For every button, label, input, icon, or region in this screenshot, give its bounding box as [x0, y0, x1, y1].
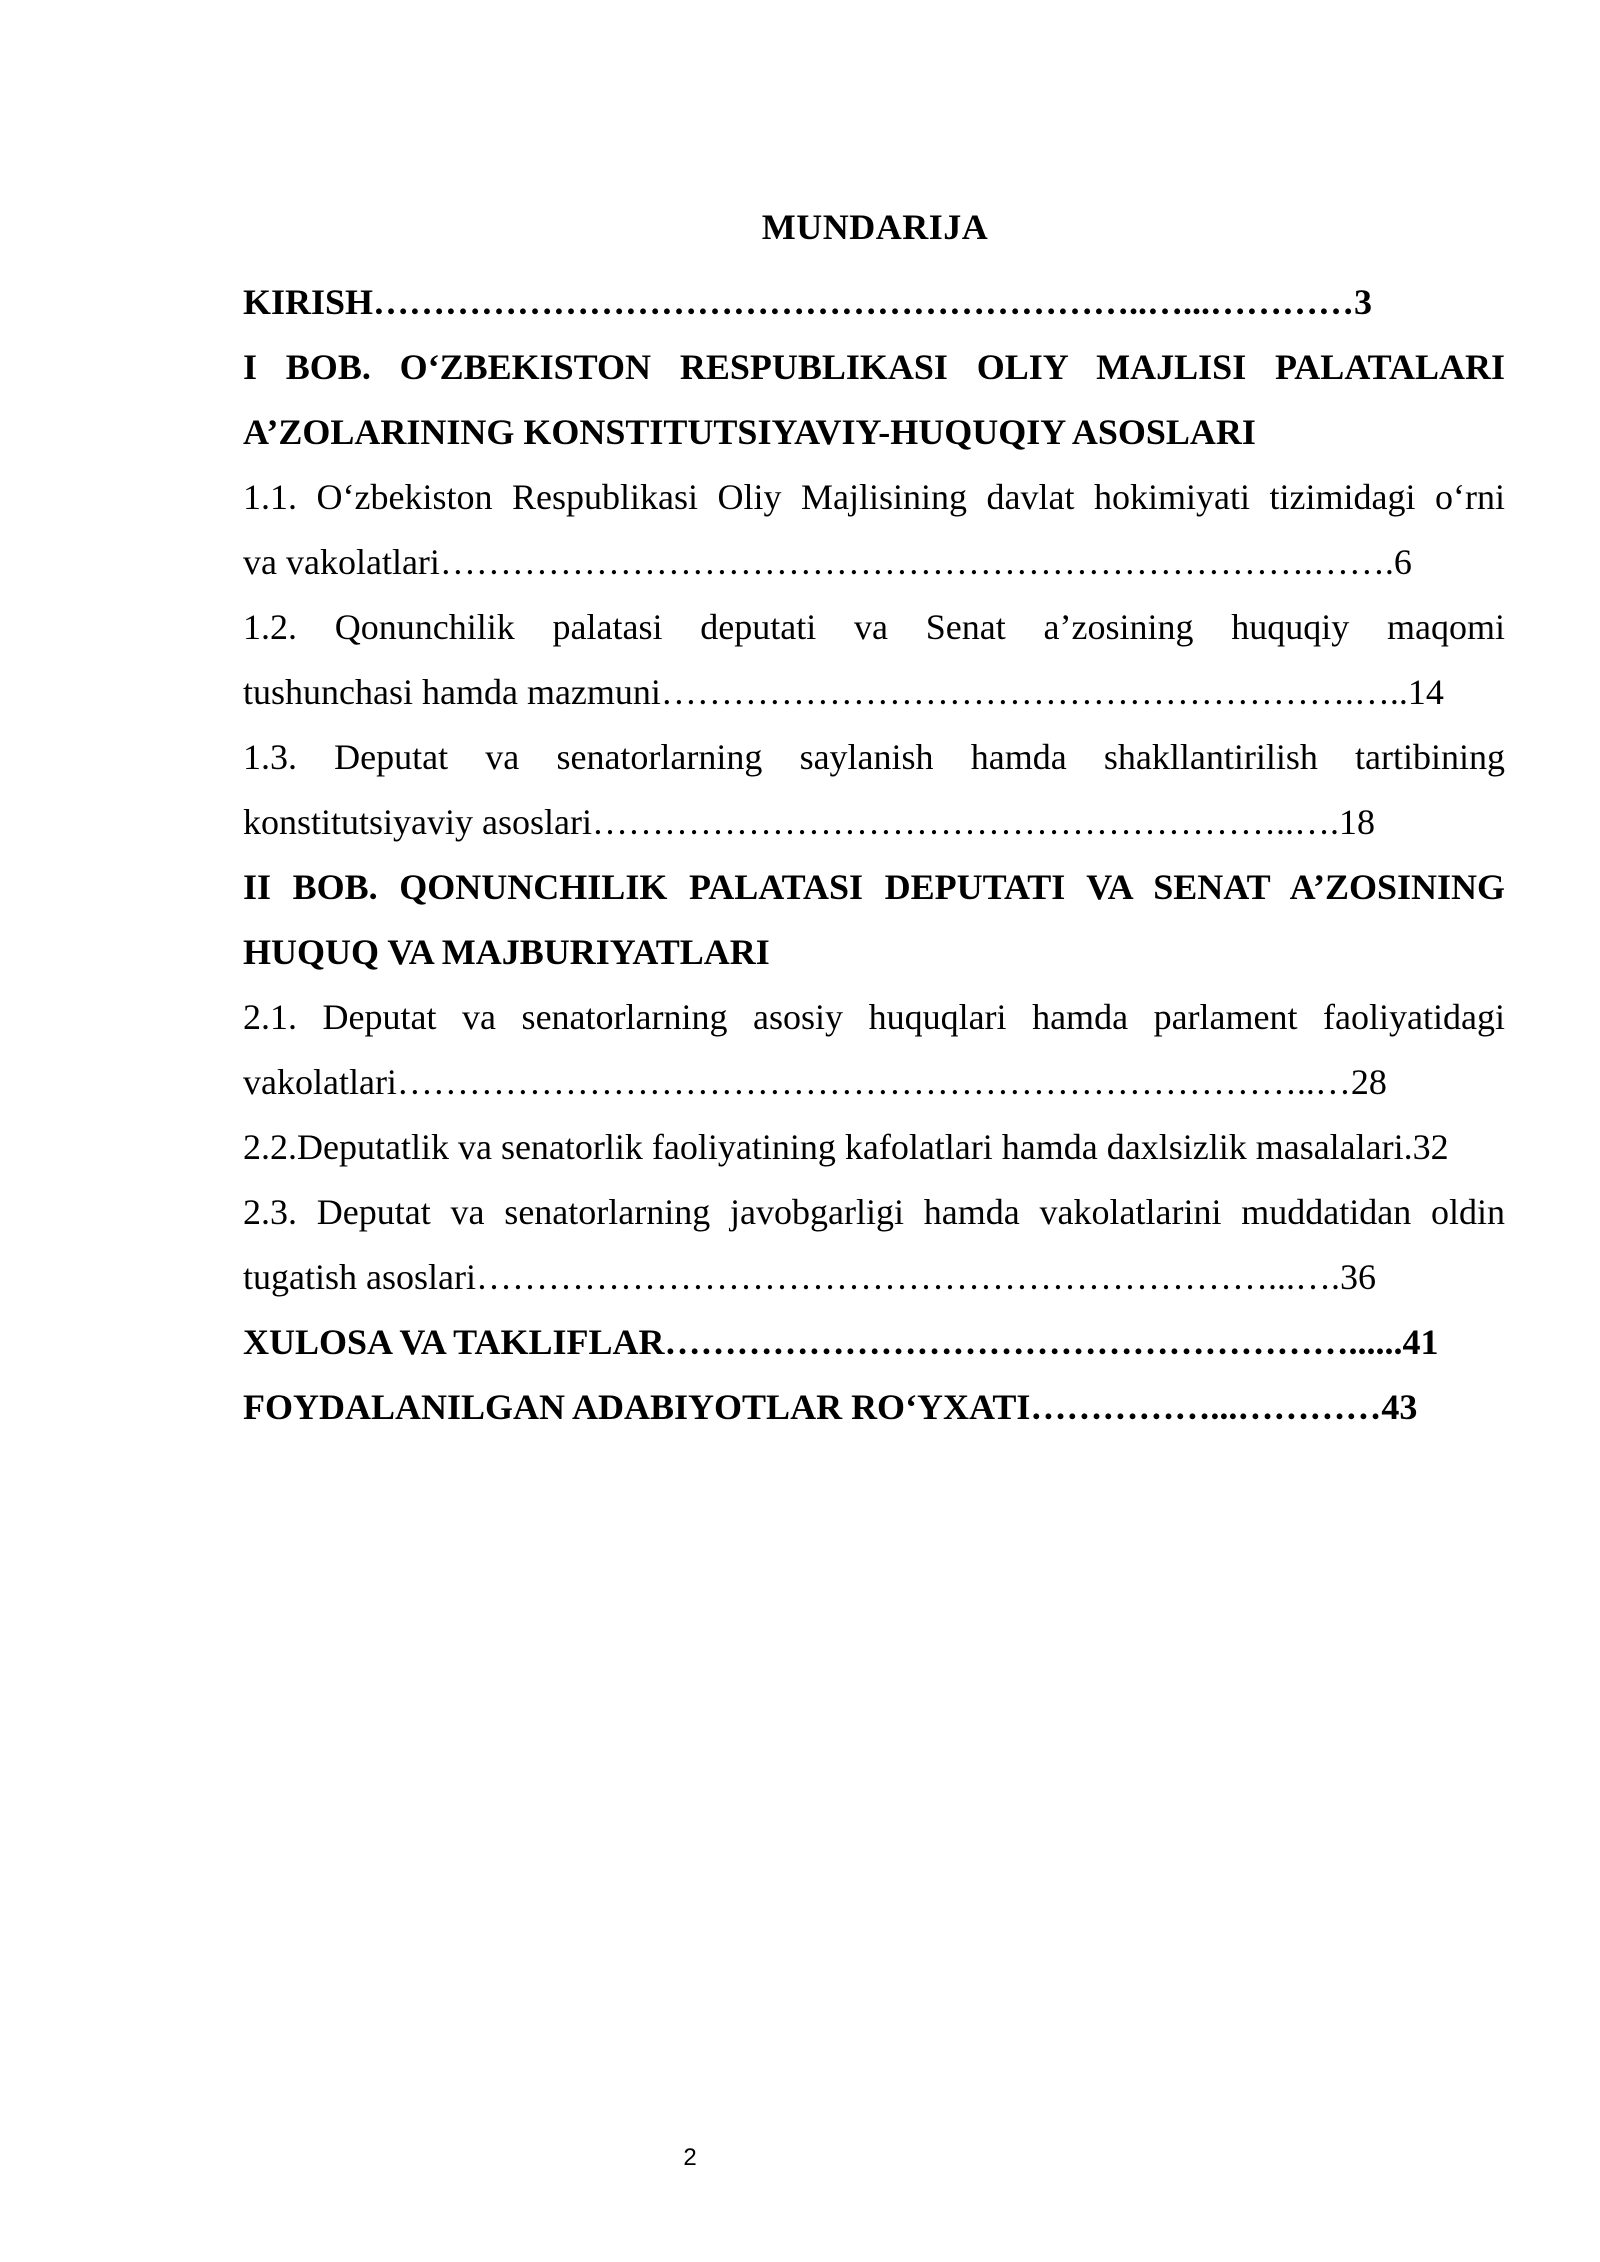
toc-section-2-1-line-2: vakolatlari…………………………………………………………………..…28 — [243, 1062, 1387, 1102]
toc-section-1-1-line-1: 1.1. O‘zbekiston Respublikasi Oliy Majlisining davlat hokimiyati tizimidagi o‘rni — [243, 477, 1505, 517]
table-of-contents — [243, 270, 1505, 1440]
page-number: 2 — [683, 2144, 697, 2171]
toc-section-1-2-line-1: 1.2. Qonunchilik palatasi deputati va Senat a’zosining huquqiy maqomi — [243, 607, 1505, 647]
toc-section-1-2-line-2: tushunchasi hamda mazmuni………………………………………………….…..14 — [243, 672, 1444, 712]
toc-section-2-3-line-1: 2.3. Deputat va senatorlarning javobgarligi hamda vakolatlarini muddatidan oldin — [243, 1192, 1505, 1232]
toc-section-2-3-line-2: tugatish asoslari…………………………………………………………...….36 — [243, 1257, 1376, 1297]
toc-entry-conclusion: XULOSA VA TAKLIFLAR…………………………………………………......41 — [243, 1322, 1439, 1362]
toc-section-1-3-line-2: konstitutsiyaviy asoslari…………………………………………………..….18 — [243, 802, 1375, 842]
toc-chapter-1-line-1: I BOB. O‘ZBEKISTON RESPUBLIKASI OLIY MAJLISI PALATALARI — [243, 347, 1505, 387]
toc-section-1-3-line-1: 1.3. Deputat va senatorlarning saylanish hamda shakllantirilish tartibining — [243, 737, 1505, 777]
toc-section-2-1-line-1: 2.1. Deputat va senatorlarning asosiy huquqlari hamda parlament faoliyatidagi — [243, 997, 1505, 1037]
toc-chapter-2-line-2: HUQUQ VA MAJBURIYATLARI — [243, 932, 770, 972]
toc-entry-intro: KIRISH………………………………………………………..…...…………3 — [243, 282, 1373, 322]
toc-entry-references: FOYDALANILGAN ADABIYOTLAR RO‘YXATI……………...…………43 — [243, 1387, 1418, 1427]
toc-chapter-1-line-2: A’ZOLARINING KONSTITUTSIYAVIY-HUQUQIY ASOSLARI — [243, 412, 1256, 452]
toc-chapter-2-line-1: II BOB. QONUNCHILIK PALATASI DEPUTATI VA SENAT A’ZOSINING — [243, 867, 1505, 907]
toc-section-2-2-line-1: 2.2.Deputatlik va senatorlik faoliyatining kafolatlari hamda daxlsizlik masalalari.32 — [243, 1127, 1449, 1167]
toc-title: MUNDARIJA — [761, 207, 989, 247]
toc-section-1-1-line-2: va vakolatlari……………………………………………………………….…….6 — [243, 542, 1412, 582]
